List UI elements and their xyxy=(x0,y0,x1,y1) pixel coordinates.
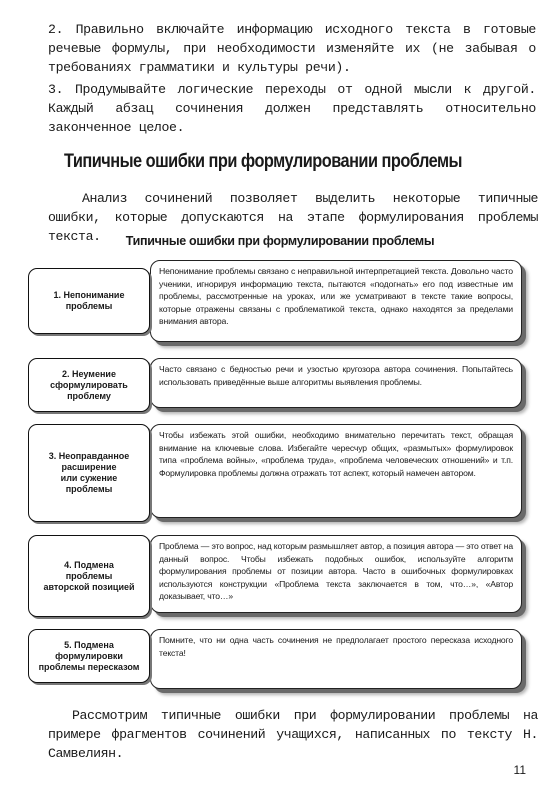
error-label-box xyxy=(28,358,150,412)
error-description-box xyxy=(150,358,522,408)
error-description: Непонимание проблемы связано с неправильной интерпретацией текста. Довольно часто ученики, игнорируя информацию текста, пытаются «подогнать» его под известные им проблемы, рассмотренные на уроках, или же усматривают в тексте такие вопросы, которые отражены связаны с проблематикой текста, однако находятся за пределами внимания автора. xyxy=(159,266,513,327)
error-label-box xyxy=(28,424,150,522)
list-item-number: 2. xyxy=(48,22,64,37)
table-title: Типичные ошибки при формулировании проблемы xyxy=(125,234,435,248)
error-description: Чтобы избежать этой ошибки, необходимо внимательно перечитать текст, обращая внимание на ключевые слова. Избегайте чересчур общих, «размытых» формулировок типа «проблема войны», «проблема труда», «проблема человеческих отношений» и т.п. Формулировка проблемы должна отражать тот аспект, который намечен автором. xyxy=(159,430,513,478)
list-item-text: Правильно включайте информацию исходного текста в готовые речевые формулы, при необходимости изменяйте их (не забывая о требованиях грамматики и культуры речи). xyxy=(48,22,536,75)
intro-paragraph: Анализ сочинений позволяет выделить некоторые типичные ошибки, которые допускаются на этапе формулирования проблемы текста. xyxy=(48,191,538,244)
list-item-2 xyxy=(48,20,536,77)
list-item-text: Продумывайте логические переходы от одной мысли к другой. Каждый абзац сочинения должен представлять относительно законченное целое. xyxy=(48,82,536,135)
list-item-3 xyxy=(48,80,536,137)
error-description-box xyxy=(150,535,522,613)
error-label-box xyxy=(28,268,150,334)
list-item-number: 3. xyxy=(48,82,64,97)
error-description: Помните, что ни одна часть сочинения не предполагает простого пересказа исходного текста! xyxy=(159,635,513,658)
section-heading: Типичные ошибки при формулировании проблемы xyxy=(64,151,462,172)
error-label: 4. Подмена проблемы авторской позицией xyxy=(43,559,135,592)
error-description-box xyxy=(150,629,522,689)
error-label-box xyxy=(28,629,150,683)
error-description: Проблема — это вопрос, над которым размышляет автор, а позиция автора — это ответ на данный вопрос. Чтобы избежать подобных ошибок, используйте алгоритм формулирования проблемы от позиции автора. Часто в ошибочных формулировках используются конструкции «Проблема текста заключается в том, что…», «Автор доказывает, что…» xyxy=(159,541,513,602)
error-description-box xyxy=(150,260,522,342)
error-label: 3. Неоправданное расширение или сужение проблемы xyxy=(48,451,130,494)
error-description-box xyxy=(150,424,522,518)
page-number: 11 xyxy=(513,763,526,777)
error-label: 2. Неумение сформулировать проблему xyxy=(50,368,128,401)
error-label: 1. Непонимание проблемы xyxy=(53,290,125,311)
error-description: Часто связано с бедностью речи и узостью кругозора автора сочинения. Попытайтесь использовать приведённые выше алгоритмы выявления проблемы. xyxy=(159,364,513,387)
error-label: 5. Подмена формулировки проблемы пересказом xyxy=(38,639,140,672)
error-label-box xyxy=(28,535,150,617)
closing-paragraph: Рассмотрим типичные ошибки при формулировании проблемы на примере фрагментов сочинений учащихся, написанных по тексту Н. Самвелиян. xyxy=(48,708,538,761)
